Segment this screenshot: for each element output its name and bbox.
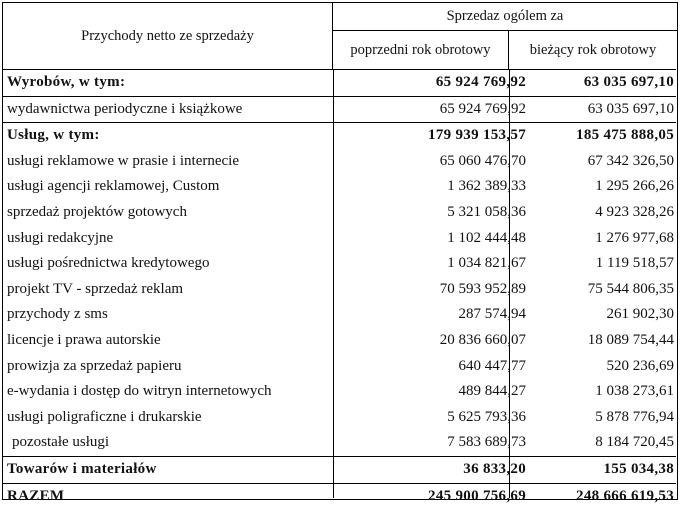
curr-year-value: 261 902,30 — [607, 302, 675, 328]
prev-year-value: 65 924 769,92 — [440, 97, 526, 123]
curr-year-value: 1 119 518,57 — [596, 251, 674, 277]
table-row — [3, 354, 676, 380]
table-row — [3, 430, 676, 456]
curr-year-value: 1 295 266,26 — [595, 174, 674, 200]
prev-year-value: 179 939 153,57 — [428, 123, 526, 149]
table-body — [3, 69, 676, 509]
row-label: prowizja za sprzedaż papieru — [7, 354, 182, 380]
row-label: licencje i prawa autorskie — [7, 328, 161, 354]
row-label: RAZEM — [7, 484, 64, 509]
table-row — [3, 149, 676, 175]
prev-year-value: 65 924 769,92 — [436, 70, 526, 96]
prev-year-value: 5 321 058,36 — [447, 200, 526, 226]
prev-year-value: 20 836 660,07 — [440, 328, 526, 354]
row-label: e-wydania i dostęp do witryn internetowych — [7, 379, 272, 405]
table-row — [3, 122, 676, 149]
row-label: usługi redakcyjne — [7, 226, 113, 252]
table-row — [3, 96, 676, 123]
curr-year-value: 63 035 697,10 — [588, 97, 674, 123]
row-label: Usług, w tym: — [7, 123, 100, 149]
table-row — [3, 174, 676, 200]
table-row — [3, 456, 676, 483]
prev-year-value: 287 574,94 — [459, 302, 527, 328]
curr-year-value: 4 923 328,26 — [595, 200, 674, 226]
row-label: usługi reklamowe w prasie i internecie — [7, 149, 239, 175]
row-label-header: Przychody netto ze sprzedaży — [3, 3, 333, 69]
prev-year-value: 640 447,77 — [459, 354, 527, 380]
row-label: przychody z sms — [7, 302, 108, 328]
prev-year-value: 5 625 793,36 — [447, 405, 526, 431]
table-row — [3, 328, 676, 354]
curr-year-value: 248 666 619,53 — [576, 484, 674, 509]
curr-year-value: 5 878 776,94 — [595, 405, 674, 431]
row-label: usługi pośrednictwa kredytowego — [7, 251, 209, 277]
table-row — [3, 302, 676, 328]
prev-year-value: 70 593 952,89 — [440, 277, 526, 303]
row-label: projekt TV - sprzedaż reklam — [7, 277, 183, 303]
curr-year-value: 520 236,69 — [607, 354, 675, 380]
table-row — [3, 251, 676, 277]
row-label: Towarów i materiałów — [7, 457, 157, 483]
curr-year-header: bieżący rok obrotowy — [509, 31, 677, 69]
prev-year-value: 1 034 821,67 — [447, 251, 526, 277]
prev-year-value: 1 362 389,33 — [447, 174, 526, 200]
table-row — [3, 226, 676, 252]
table-row — [3, 405, 676, 431]
row-label: sprzedaż projektów gotowych — [7, 200, 187, 226]
group-header: Sprzedaz ogólem za — [333, 3, 677, 31]
revenue-table — [2, 2, 678, 500]
table-row — [3, 200, 676, 226]
curr-year-value: 75 544 806,35 — [588, 277, 674, 303]
prev-year-value: 489 844,27 — [459, 379, 527, 405]
curr-year-value: 8 184 720,45 — [595, 430, 674, 456]
curr-year-value: 155 034,38 — [604, 457, 675, 483]
curr-year-value: 18 089 754,44 — [588, 328, 674, 354]
table-row — [3, 69, 676, 96]
curr-year-value: 185 475 888,05 — [576, 123, 674, 149]
total-row — [3, 483, 676, 509]
prev-year-header: poprzedni rok obrotowy — [333, 31, 509, 69]
prev-year-value: 1 102 444,48 — [447, 226, 526, 252]
curr-year-value: 63 035 697,10 — [584, 70, 674, 96]
prev-year-value: 65 060 476,70 — [440, 149, 526, 175]
prev-year-value: 7 583 689,73 — [447, 430, 526, 456]
prev-year-value: 245 900 756,69 — [428, 484, 526, 509]
curr-year-value: 1 276 977,68 — [595, 226, 674, 252]
row-label: usługi poligraficzne i drukarskie — [7, 405, 202, 431]
row-label: Wyrobów, w tym: — [7, 70, 125, 96]
prev-year-value: 36 833,20 — [463, 457, 526, 483]
table-row — [3, 277, 676, 303]
curr-year-value: 67 342 326,50 — [588, 149, 674, 175]
row-label: pozostałe usługi — [12, 430, 109, 456]
table-row — [3, 379, 676, 405]
row-label: usługi agencji reklamowej, Custom — [7, 174, 219, 200]
curr-year-value: 1 038 273,61 — [595, 379, 674, 405]
row-label: wydawnictwa periodyczne i książkowe — [7, 97, 242, 123]
